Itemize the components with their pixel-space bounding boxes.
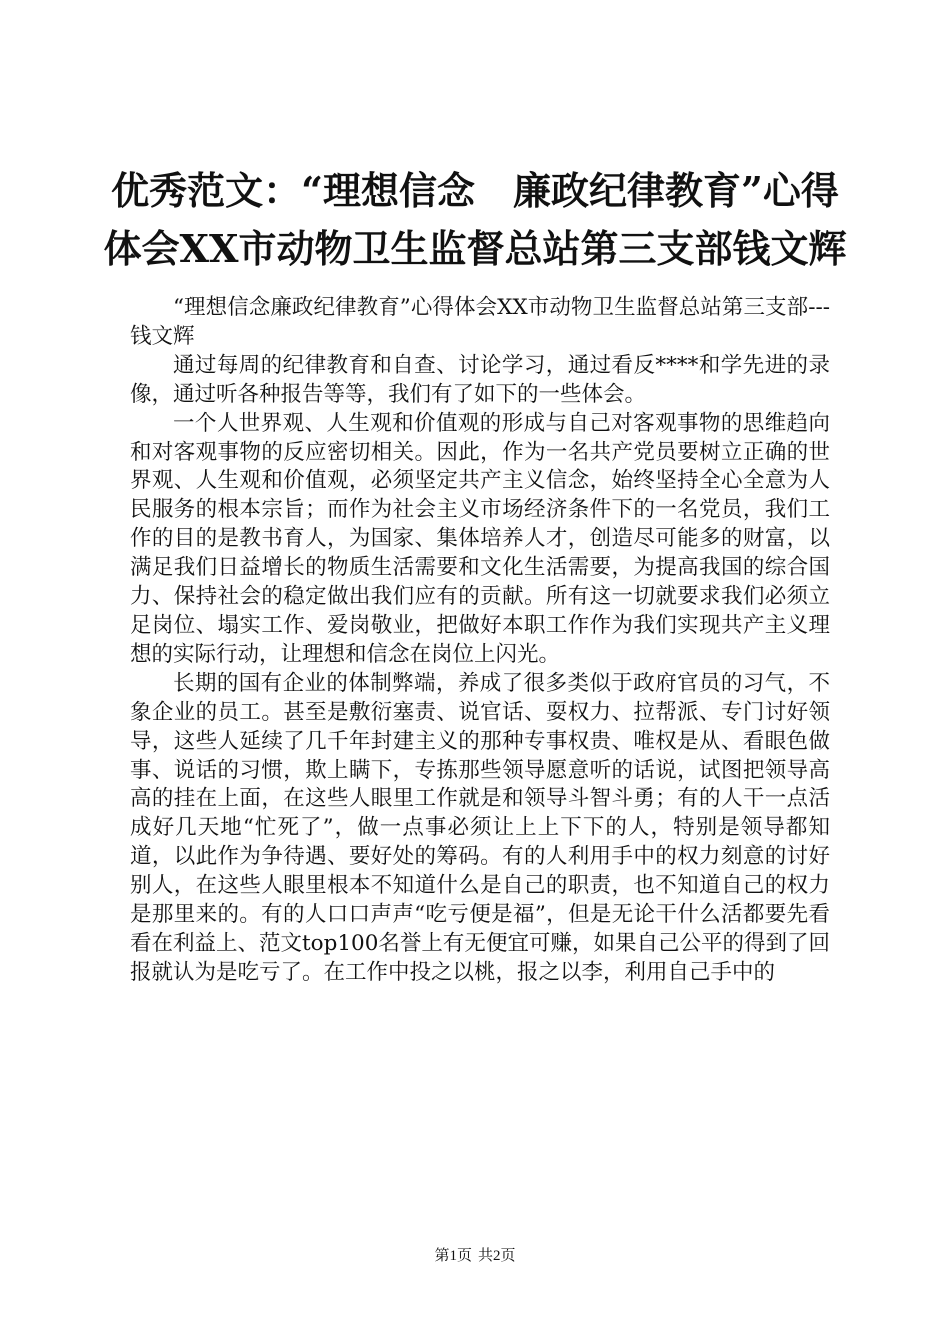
paragraph-intro: 通过每周的纪律教育和自查、讨论学习，通过看反****和学先进的录像，通过听各种报告等等，我们有了如下的一些体会。 [130, 352, 830, 407]
paragraph-state-enterprise: 长期的国有企业的体制弊端，养成了很多类似于政府官员的习气，不象企业的员工。甚至是敷衍塞责、说官话、耍权力、拉帮派、专门讨好领导，这些人延续了几千年封建主义的那种专事权贵、唯权是从、看眼色做事、说话的习惯，欺上瞒下，专拣那些领导愿意听的话说，试图把领导高高的挂在上面，在这些人眼里工作就是和领导斗智斗勇；有的人干一点活成好几天地“忙死了”，做一点事必须让上上下下的人，特别是领导都知道，以此作为争待遇、要好处的筹码。有的人利用手中的权力刻意的讨好别人，在这些人眼里根本不知道什么是自己的职责，也不知道自己的权力是那里来的。有的人口口声声“吃亏便是福”，但是无论干什么活都要先看看在利益上、范文top100名誉上有无便宜可赚，如果自己公平的得到了回报就认为是吃亏了。在工作中投之以桃，报之以李，利用自己手中的 [130, 670, 830, 985]
document-body [130, 294, 830, 988]
page-number: 第1页 [434, 1248, 472, 1264]
document-title-line-2: 体会XX市动物卫生监督总站第三支部钱文辉 [103, 226, 847, 271]
page-footer [0, 1244, 950, 1265]
paragraph-worldview: 一个人世界观、人生观和价值观的形成与自己对客观事物的思维趋向和对客观事物的反应密切相关。因此，作为一名共产党员要树立正确的世界观、人生观和价值观，必须坚定共产主义信念，始终坚持全心全意为人民服务的根本宗旨；而作为社会主义市场经济条件下的一名党员，我们工作的目的是教书育人，为国家、集体培养人才，创造尽可能多的财富，以满足我们日益增长的物质生活需要和文化生活需要，为提高我国的综合国力、保持社会的稳定做出我们应有的贡献。所有这一切就要求我们必须立足岗位、塌实工作、爱岗敬业，把做好本职工作作为我们实现共产主义理想的实际行动，让理想和信念在岗位上闪光。 [130, 410, 830, 667]
document-title-line-1: 优秀范文：“理想信念 廉政纪律教育”心得 [111, 168, 839, 213]
page-total: 共2页 [478, 1248, 516, 1264]
paragraph-subtitle: “理想信念廉政纪律教育”心得体会XX市动物卫生监督总站第三支部---钱文辉 [130, 295, 830, 349]
